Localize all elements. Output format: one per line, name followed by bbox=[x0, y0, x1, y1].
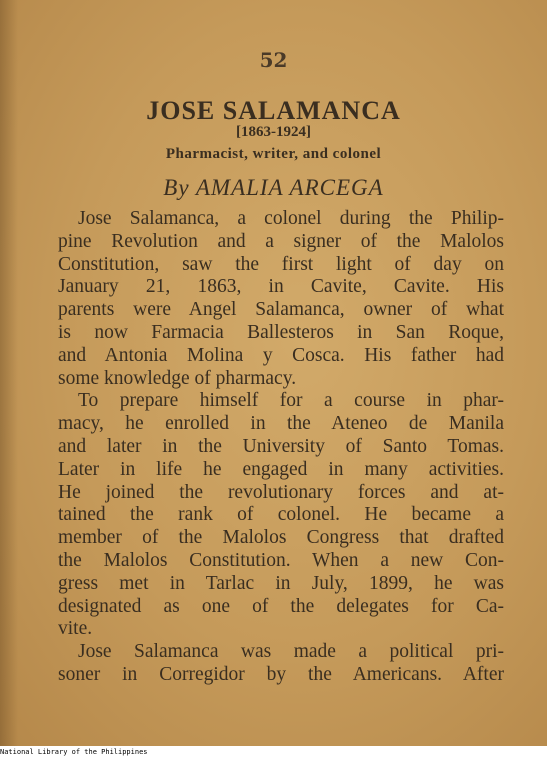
text-line: designated as one of the delegates for Ca- bbox=[58, 595, 504, 617]
text-line: Constitution, saw the first light of day on bbox=[58, 253, 504, 275]
body-text bbox=[58, 208, 504, 687]
text-line: tained the rank of colonel. He became a bbox=[58, 504, 504, 526]
page-title: JOSE SALAMANCA bbox=[146, 96, 401, 125]
paragraph bbox=[58, 208, 504, 390]
text-line: and later in the University of Santo Tomas. bbox=[58, 435, 504, 457]
page-number: 52 bbox=[259, 48, 288, 72]
text-line: Jose Salamanca, a colonel during the Philip- bbox=[78, 208, 504, 229]
text-line: pine Revolution and a signer of the Malolos bbox=[58, 230, 504, 252]
text-line: parents were Angel Salamanca, owner of what bbox=[58, 299, 504, 321]
text-line: the Malolos Constitution. When a new Con- bbox=[58, 549, 504, 571]
text-line: member of the Malolos Congress that drafted bbox=[58, 527, 504, 549]
author-byline: By AMALIA ARCEGA bbox=[163, 175, 384, 200]
text-line: vite. bbox=[58, 618, 93, 640]
subtitle: Pharmacist, writer, and colonel bbox=[165, 146, 382, 162]
text-line: January 21, 1863, in Cavite, Cavite. His bbox=[58, 276, 504, 298]
text-line: and Antonia Molina y Cosca. His father had bbox=[58, 344, 504, 366]
paragraph bbox=[58, 641, 504, 687]
text-line: some knowledge of pharmacy. bbox=[58, 367, 297, 389]
library-credit: National Library of the Philippines bbox=[0, 748, 148, 756]
text-line: is now Farmacia Ballesteros in San Roque, bbox=[58, 321, 504, 343]
text-line: Later in life he engaged in many activities. bbox=[58, 458, 504, 480]
text-line: He joined the revolutionary forces and at- bbox=[58, 481, 504, 503]
text-line: soner in Corregidor by the Americans. After bbox=[58, 663, 504, 685]
text-line: gress met in Tarlac in July, 1899, he was bbox=[58, 572, 504, 594]
text-line: Jose Salamanca was made a political pri- bbox=[78, 641, 504, 663]
life-dates: [1863-1924] bbox=[236, 124, 311, 140]
text-line: macy, he enrolled in the Ateneo de Manila bbox=[58, 413, 504, 435]
paragraph bbox=[58, 390, 504, 641]
text-line: To prepare himself for a course in phar- bbox=[78, 390, 504, 412]
